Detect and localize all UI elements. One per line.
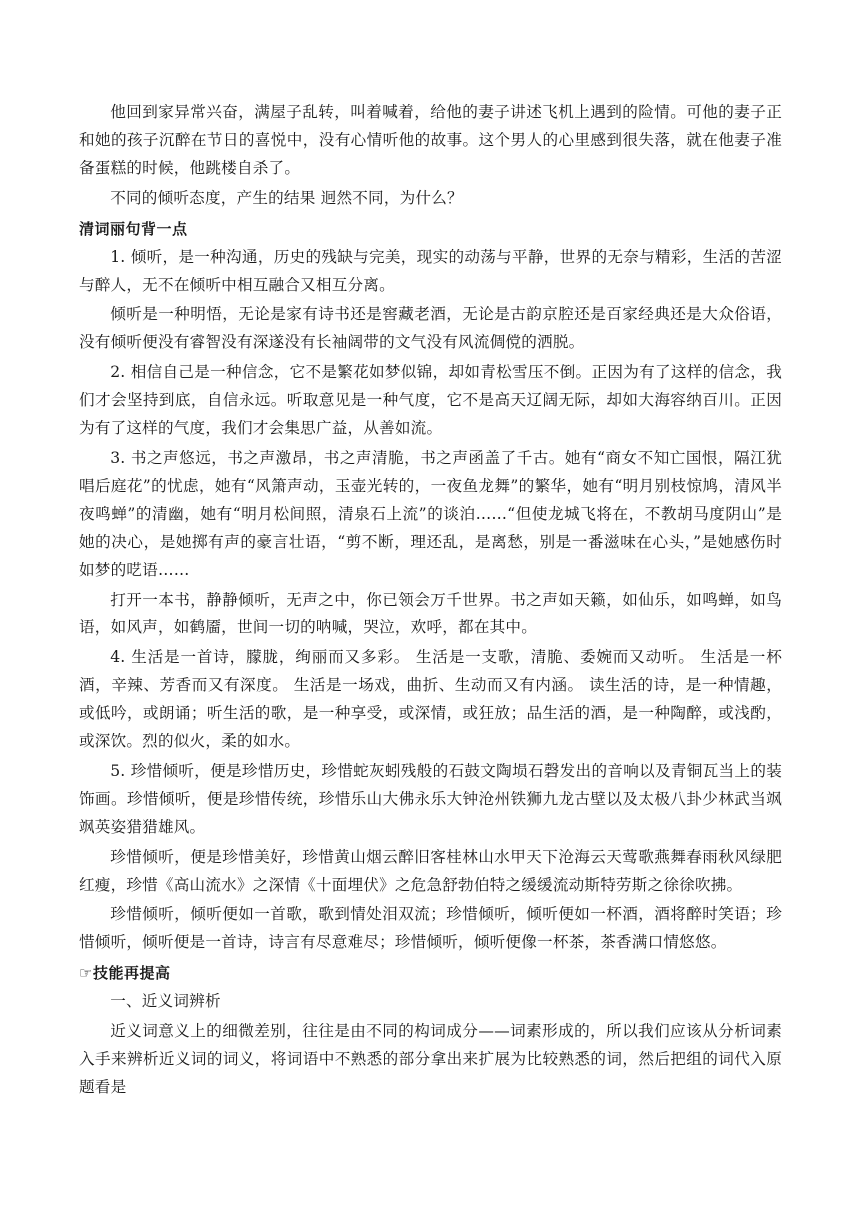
phrase-item-5: 5. 珍惜倾听，便是珍惜历史，珍惜蛇灰蚓残般的石鼓文陶埙石磬发出的音响以及青铜瓦当上的装饰画。珍惜倾听，便是珍惜传统，珍惜乐山大佛永乐大钟沧州铁狮九龙古壁以及太极八卦少林武当飒飒英姿猎猎雄风。 xyxy=(79,761,782,836)
skills-paragraph-1: 近义词意义上的细微差别，往往是由不同的构词成分——词素形成的，所以我们应该从分析词素入手来辨析近义词的词义，将词语中不熟悉的部分拿出来扩展为比较熟悉的词，然后把组的词代入原题看是 xyxy=(79,1022,782,1096)
phrase-item-3: 3. 书之声悠远，书之声激昂，书之声清脆，书之声函盖了千古。她有“商女不知亡国恨，隔江犹唱后庭花”的忧虑，她有“风箫声动，玉壶光转的，一夜鱼龙舞”的繁华，她有“明月别枝惊鸠，清风半夜鸣蝉”的清幽，她有“明月松间照，清泉石上流”的谈泊……“但使龙城飞将在，不教胡马度阴山”是她的决心，是她掷有声的豪言壮语，“剪不断，理还乱，是离愁，别是一番滋味在心头，”是她感伤时如梦的呓语…… xyxy=(79,448,782,579)
phrase-item-1-cont: 倾听是一种明悟，无论是家有诗书还是窖藏老酒，无论是古韵京腔还是百家经典还是大众俗语，没有倾听便没有睿智没有深遂没有长袖阔带的文气没有风流倜傥的洒脱。 xyxy=(79,305,782,352)
section-heading-phrases: 清词丽句背一点 xyxy=(79,219,188,238)
phrase-item-3-cont: 打开一本书，静静倾听，无声之中，你已领会万千世界。书之声如天籁，如仙乐，如鸣蝉，如鸟语，如风声，如鹤靥，世间一切的呐喊，哭泣，欢呼，都在其中。 xyxy=(79,590,782,637)
phrase-item-1: 1. 倾听，是一种沟通，历史的残缺与完美，现实的动荡与平静，世界的无奈与精彩，生活的苦涩与醉人，无不在倾听中相互融合又相互分离。 xyxy=(79,247,782,294)
phrase-item-5-cont-b: 珍惜倾听，倾听便如一首歌，歌到情处泪双流；珍惜倾听，倾听便如一杯酒，酒将醉时笑语；珍惜倾听，倾听便是一首诗，诗言有尽意难尽；珍惜倾听，倾听便像一杯茶，茶香满口情悠悠。 xyxy=(79,905,782,952)
document-page xyxy=(79,99,782,1102)
phrase-item-4: 4. 生活是一首诗，朦胧，绚丽而又多彩。 生活是一支歌，清脆、委婉而又动听。 生活是一杯酒，辛辣、芳香而又有深度。 生活是一场戏，曲折、生动而又有内涵。 读生活的诗，是一种情趣，或低吟，或朗诵；听生活的歌，是一种享受，或深情，或狂放；品生活的酒，是一种陶醉，或浅酌，或深饮。烈的似火，柔的如水。 xyxy=(79,648,782,751)
phrase-item-2: 2. 相信自己是一种信念，它不是繁花如梦似锦，却如青松雪压不倒。正因为有了这样的信念，我们才会坚持到底，自信永远。听取意见是一种气度，它不是高天辽阔无际，却如大海容纳百川。正因为有了这样的气度，我们才会集思广益，从善如流。 xyxy=(79,363,782,438)
story-paragraph-1: 他回到家异常兴奋，满屋子乱转，叫着喊着，给他的妻子讲述飞机上遇到的险情。可他的妻子正和她的孩子沉醉在节日的喜悦中，没有心情听他的故事。这个男人的心里感到很失落，就在他妻子准备蛋糕的时候，他跳楼自杀了。 xyxy=(79,103,782,177)
section-heading-skills: ☞技能再提高 xyxy=(79,964,171,983)
phrase-item-5-cont-a: 珍惜倾听，便是珍惜美好，珍惜黄山烟云醉旧客桂林山水甲天下沧海云天莺歌燕舞春雨秋风绿肥红瘦，珍惜《高山流水》之深情《十面埋伏》之危急舒勃伯特之缓缓流动斯特劳斯之徐徐吹拂。 xyxy=(79,847,782,894)
story-question: 不同的倾听态度，产生的结果 迥然不同，为什么？ xyxy=(110,188,463,207)
skills-subheading: 一、近义词辨析 xyxy=(110,992,221,1011)
